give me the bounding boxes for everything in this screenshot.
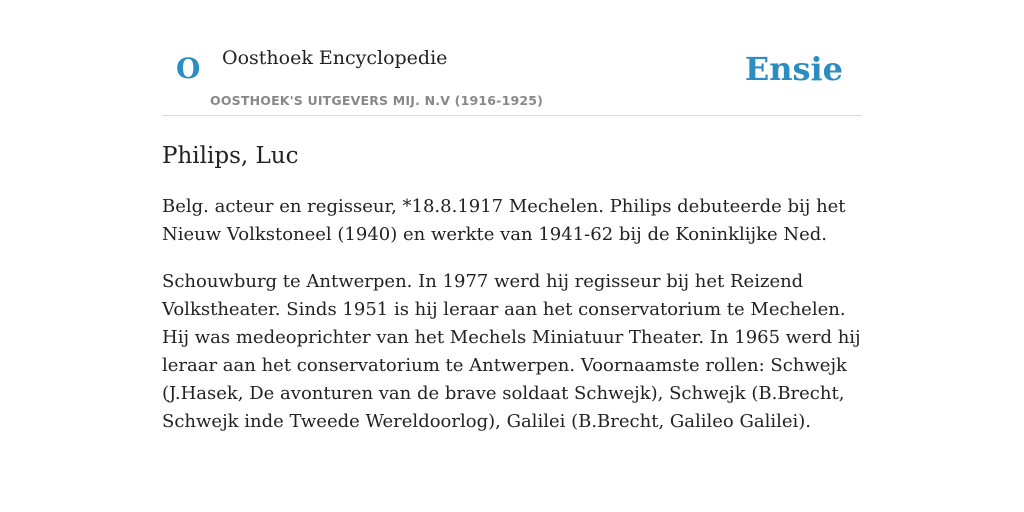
source-header (162, 0, 862, 116)
source-title-link[interactable]: Oosthoek Encyclopedie (222, 47, 448, 69)
entry-title: Philips, Luc (162, 143, 299, 169)
entry-paragraph: Belg. acteur en regisseur, *18.8.1917 Mechelen. Philips debuteerde bij het Nieuw Volkstoneel (1940) en werkte van 1941-62 bij de Koninklijke Ned. (162, 196, 846, 245)
source-logo[interactable]: O (176, 52, 201, 85)
page-container (162, 0, 862, 436)
entry-body (162, 193, 862, 436)
entry-paragraph: Schouwburg te Antwerpen. In 1977 werd hij regisseur bij het Reizend Volkstheater. Sinds 1951 is hij leraar aan het conservatorium te Mechelen. Hij was medeoprichter van het Mechels Miniatuur Theater. In 1965 werd hij leraar aan het conservatorium te Antwerpen. Voornaamste rollen: Schwejk (J.Hasek, De avonturen van de brave soldaat Schwejk), Schwejk (B.Brecht, Schwejk inde Tweede Wereldoorlog), Galilei (B.Brecht, Galileo Galilei). (162, 271, 861, 432)
source-subtitle: OOSTHOEK'S UITGEVERS MIJ. N.V (1916-1925) (210, 93, 544, 108)
ensie-brand-link[interactable]: Ensie (744, 50, 843, 88)
